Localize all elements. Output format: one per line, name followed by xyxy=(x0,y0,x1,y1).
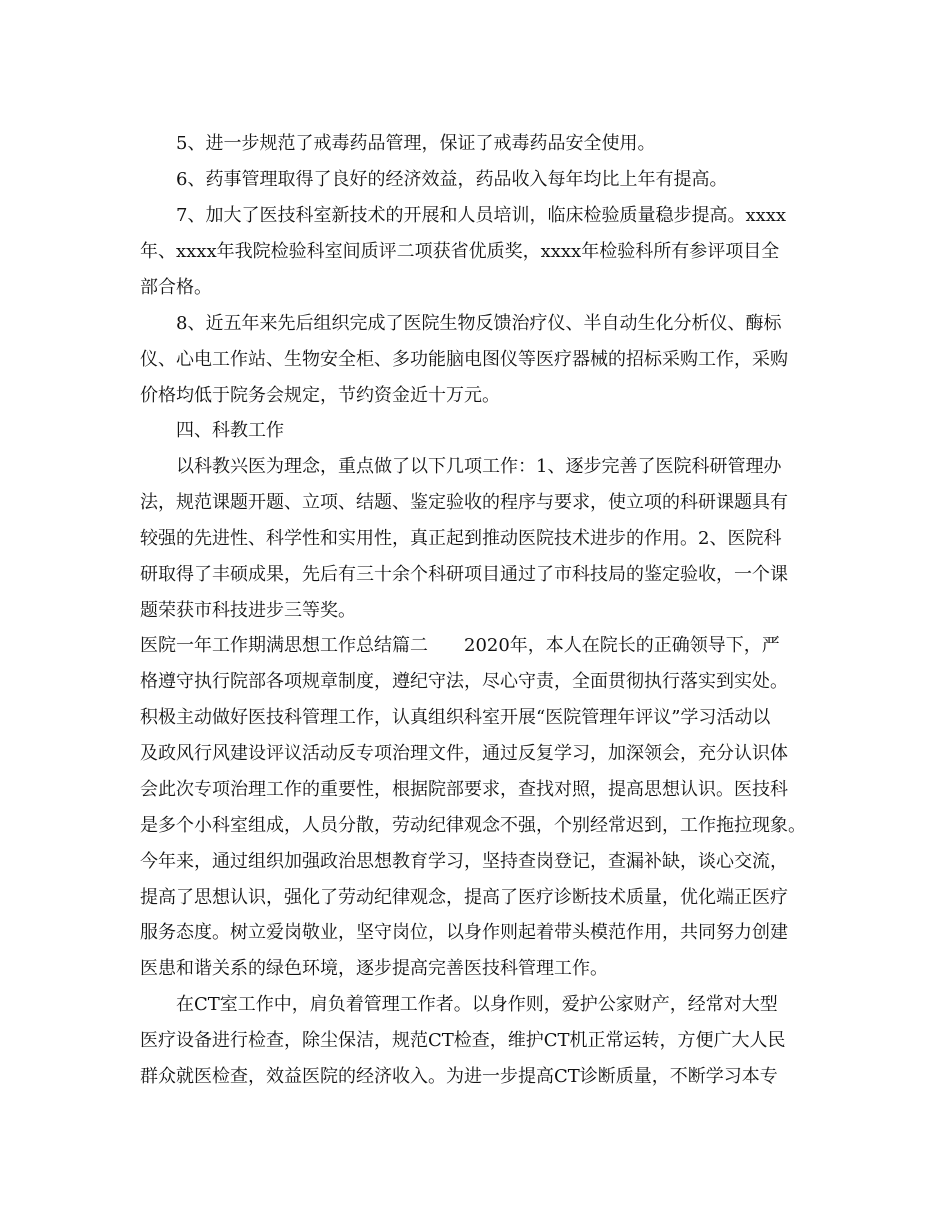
section-heading: 四、科教工作 xyxy=(176,420,284,441)
text-line: 提高了思想认识，强化了劳动纪律观念，提高了医疗诊断技术质量，优化端正医疗 xyxy=(140,887,788,908)
text-line: 价格均低于院务会规定，节约资金近十万元。 xyxy=(140,385,500,406)
text-line: 研取得了丰硕成果，先后有三十余个科研项目通过了市科技局的鉴定验收，一个课 xyxy=(140,564,788,585)
text-line: 年、xxxx年我院检验科室间质评二项获省优质奖，xxxx年检验科所有参评项目全 xyxy=(140,241,780,262)
text-line: 群众就医检查，效益医院的经济收入。为进一步提高CT诊断质量，不断学习本专 xyxy=(140,1066,778,1087)
text-line: 医院一年工作期满思想工作总结篇二 2020年，本人在院长的正确领导下，严 xyxy=(140,635,780,656)
text-line: 积极主动做好医技科管理工作，认真组织科室开展“医院管理年评议”学习活动以 xyxy=(140,707,771,728)
text-line: 5、进一步规范了戒毒药品管理，保证了戒毒药品安全使用。 xyxy=(176,133,656,154)
text-line: 是多个小科室组成，人员分散，劳动纪律观念不强，个别经常迟到，工作拖拉现象。 xyxy=(140,815,806,836)
text-line: 会此次专项治理工作的重要性，根据院部要求，查找对照，提高思想认识。医技科 xyxy=(140,779,788,800)
text-line: 7、加大了医技科室新技术的开展和人员培训，临床检验质量稳步提高。xxxx xyxy=(176,205,787,226)
text-line: 今年来，通过组织加强政治思想教育学习，坚持查岗登记，查漏补缺，谈心交流， xyxy=(140,851,788,872)
text-line: 以科教兴医为理念，重点做了以下几项工作：1、逐步完善了医院科研管理办 xyxy=(176,456,782,477)
text-line: 较强的先进性、科学性和实用性，真正起到推动医院技术进步的作用。2、医院科 xyxy=(140,528,782,549)
text-line: 格遵守执行院部各项规章制度，遵纪守法，尽心守责，全面贯彻执行落实到实处。 xyxy=(140,671,788,692)
text-line: 医疗设备进行检查，除尘保洁，规范CT检查，维护CT机正常运转，方便广大人民 xyxy=(140,1030,786,1051)
text-line: 部合格。 xyxy=(140,277,212,298)
text-line: 服务态度。树立爱岗敬业，坚守岗位，以身作则起着带头模范作用，共同努力创建 xyxy=(140,922,788,943)
text-line: 法，规范课题开题、立项、结题、鉴定验收的程序与要求，使立项的科研课题具有 xyxy=(140,492,788,513)
text-line: 及政风行风建设评议活动反专项治理文件，通过反复学习，加深领会，充分认识体 xyxy=(140,743,788,764)
text-line: 在CT室工作中，肩负着管理工作者。以身作则，爱护公家财产，经常对大型 xyxy=(176,994,778,1015)
text-line: 6、药事管理取得了良好的经济效益，药品收入每年均比上年有提高。 xyxy=(176,169,728,190)
text-line: 医患和谐关系的绿色环境，逐步提高完善医技科管理工作。 xyxy=(140,958,608,979)
text-line: 8、近五年来先后组织完成了医院生物反馈治疗仪、半自动生化分析仪、酶标 xyxy=(176,313,782,334)
text-line: 仪、心电工作站、生物安全柜、多功能脑电图仪等医疗器械的招标采购工作，采购 xyxy=(140,349,788,370)
text-line: 题荣获市科技进步三等奖。 xyxy=(140,600,356,621)
